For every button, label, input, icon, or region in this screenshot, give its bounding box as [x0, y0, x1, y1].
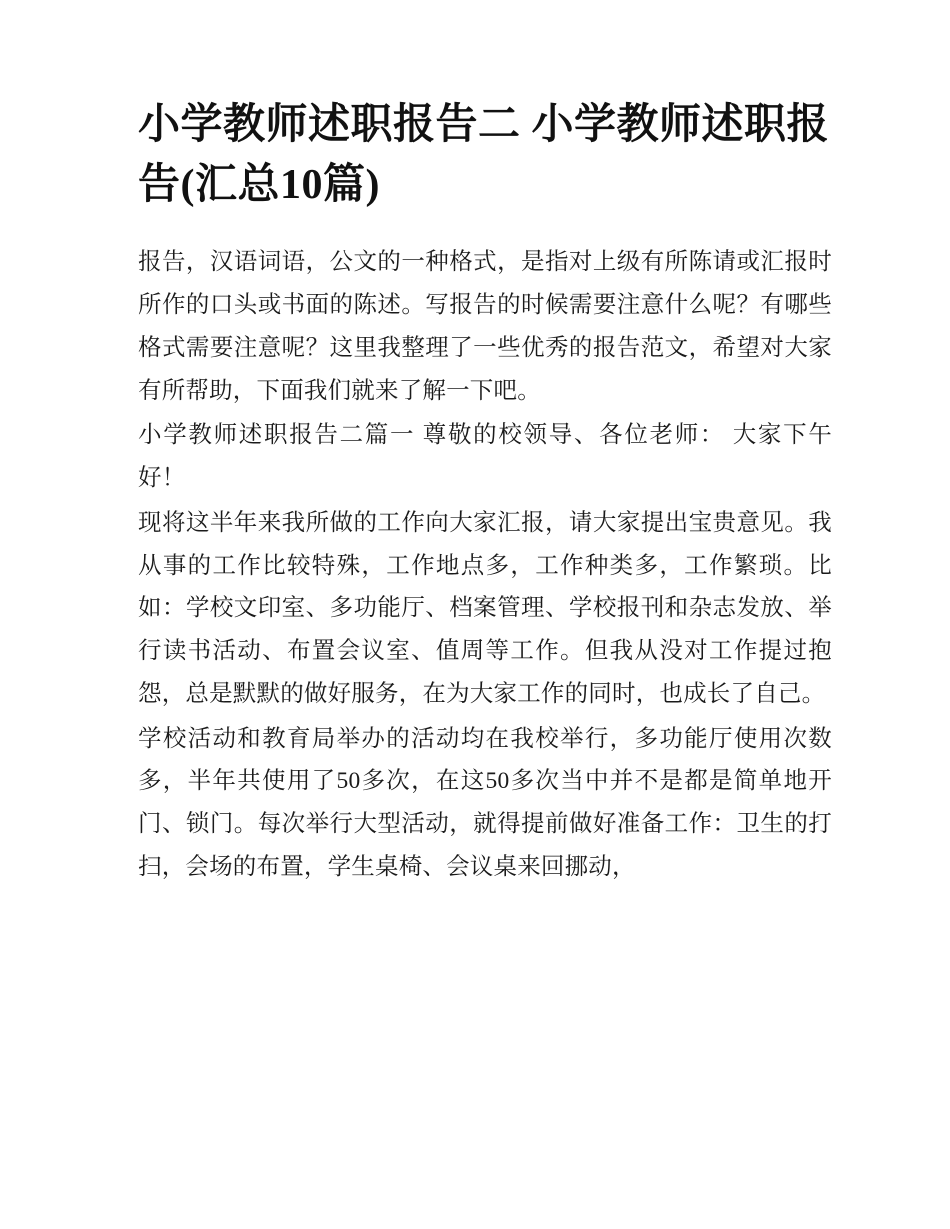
paragraph: 现将这半年来我所做的工作向大家汇报，请大家提出宝贵意见。我从事的工作比较特殊，工作地点多，工作种类多，工作繁琐。比如：学校文印室、多功能厅、档案管理、学校报刊和杂志发放、举行读书活动、布置会议室、值周等工作。但我从没对工作提过抱怨，总是默默的做好服务，在为大家工作的同时，也成长了自己。	[138, 509, 832, 707]
page-title: 小学教师述职报告二 小学教师述职报告(汇总10篇)	[138, 102, 830, 208]
paragraph: 学校活动和教育局举办的活动均在我校举行，多功能厅使用次数多，半年共使用了50多次，在这50多次当中并不是都是简单地开门、锁门。每次举行大型活动，就得提前做好准备工作：卫生的打扫，会场的布置，学生桌椅、会议桌来回挪动，	[138, 725, 832, 880]
paragraph: 报告，汉语词语，公文的一种格式，是指对上级有所陈请或汇报时所作的口头或书面的陈述。写报告的时候需要注意什么呢？有哪些格式需要注意呢？这里我整理了一些优秀的报告范文，希望对大家有所帮助，下面我们就来了解一下吧。	[138, 249, 832, 404]
document-body	[138, 241, 832, 888]
paragraph: 小学教师述职报告二篇一 尊敬的校领导、各位老师： 大家下午好！	[138, 422, 832, 492]
